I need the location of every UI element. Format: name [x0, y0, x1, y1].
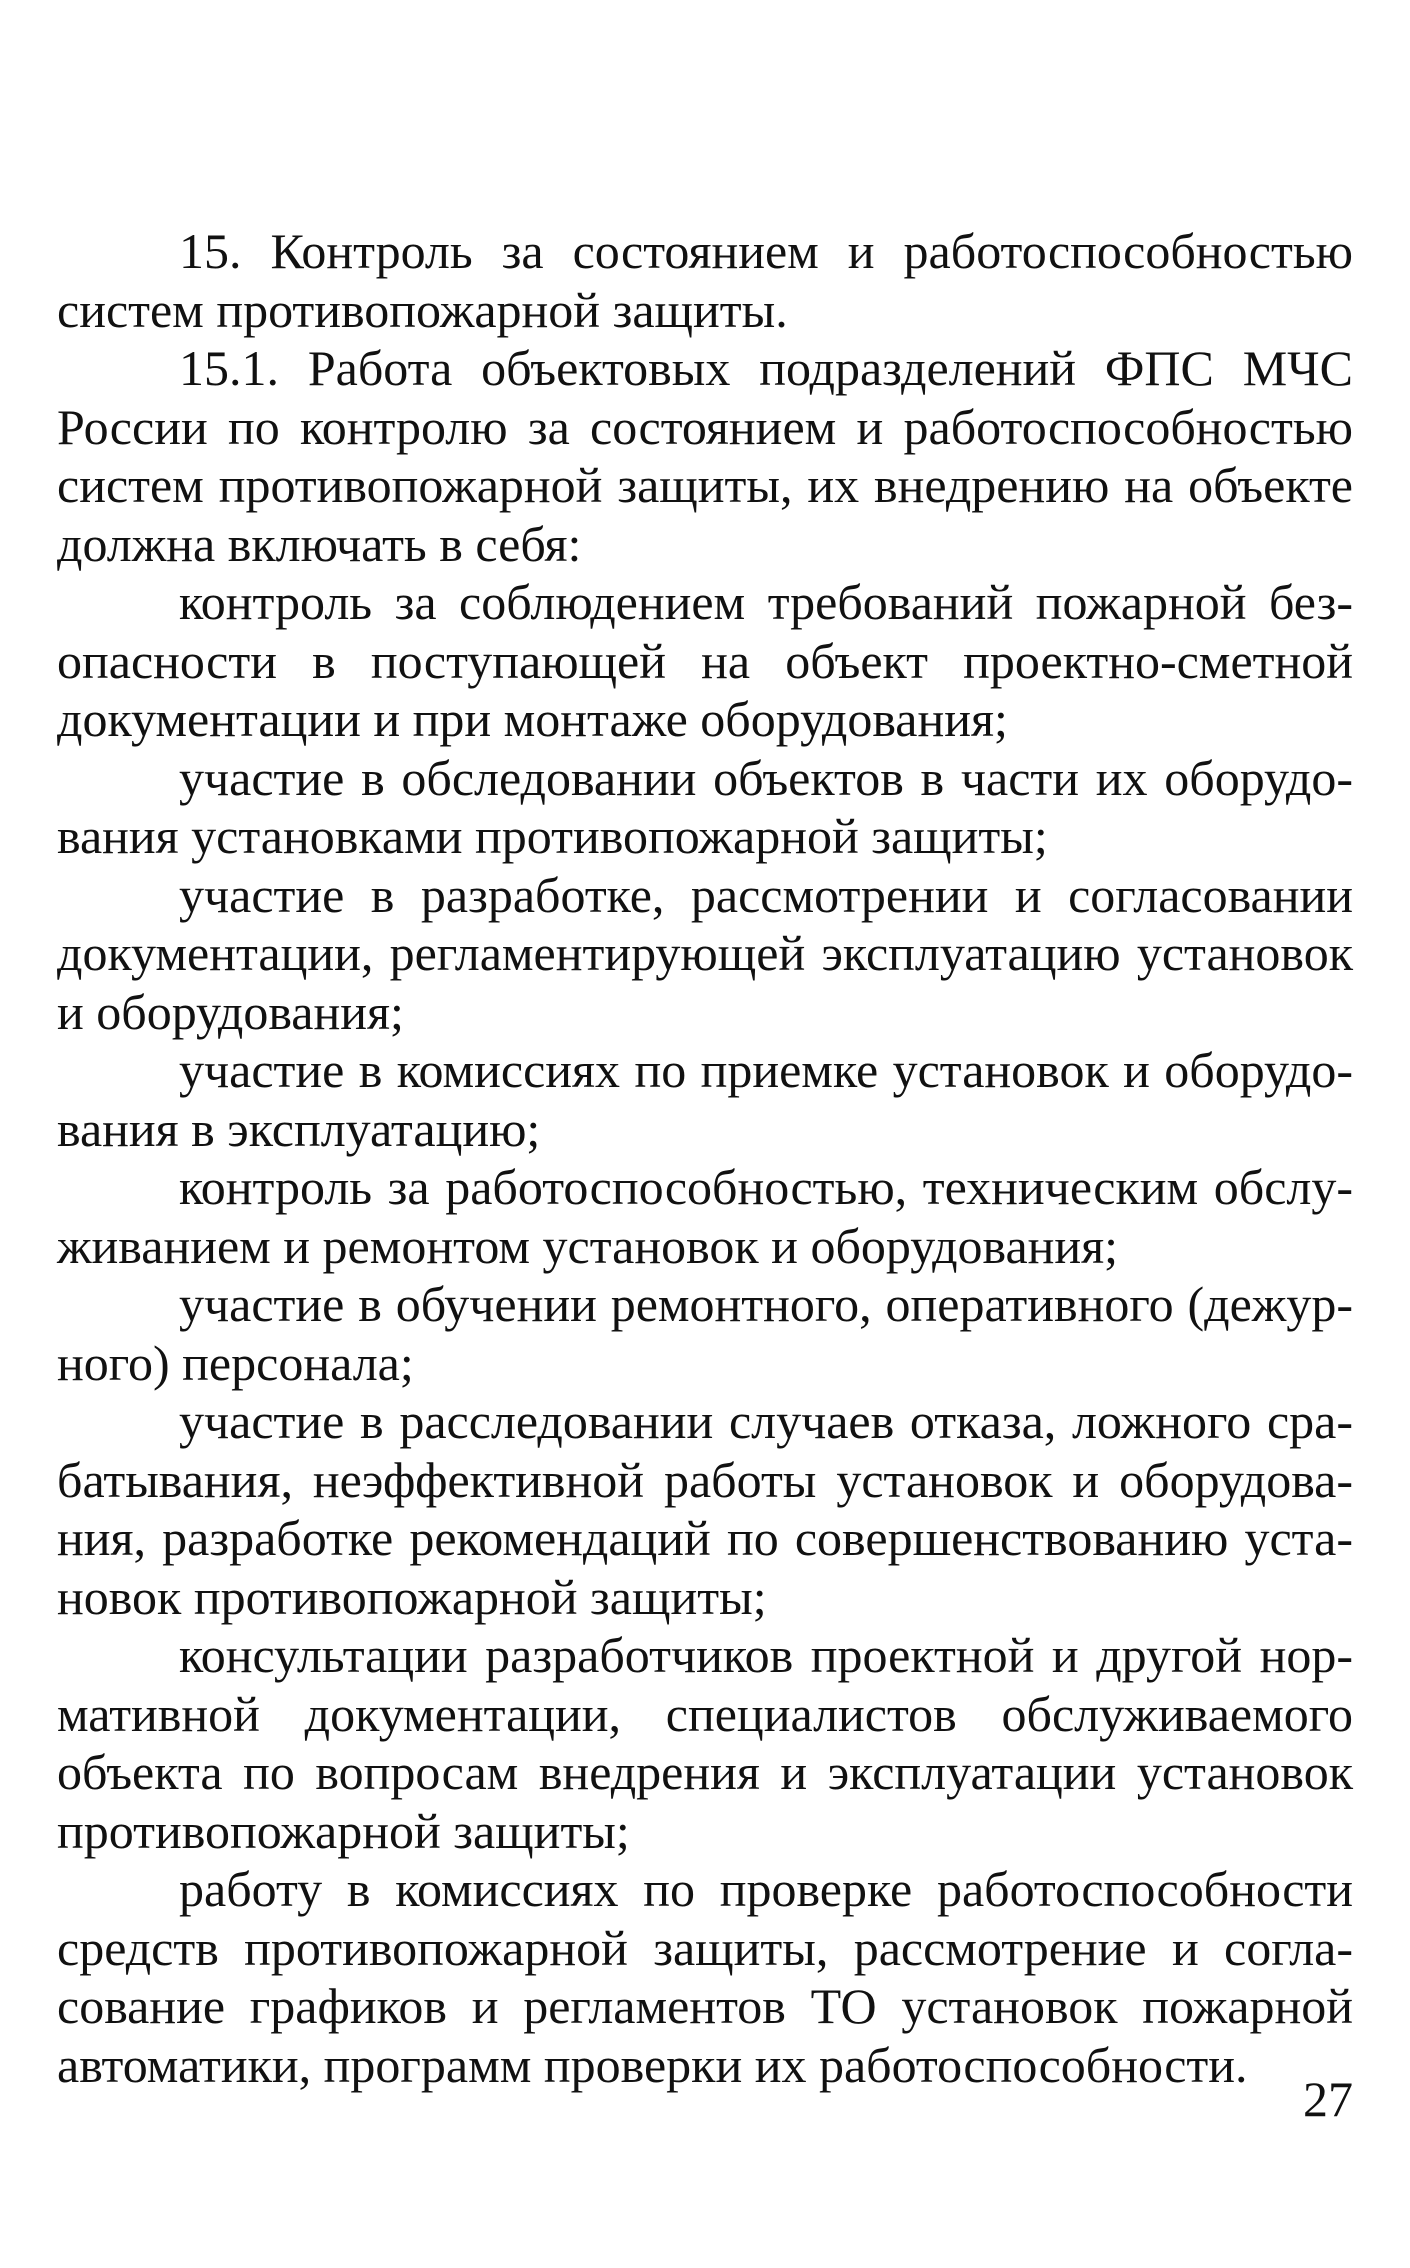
list-item: работу в комиссиях по проверке работоспособности средств противопожарной защиты, рассмотрение и согласование графиков и регламентов ТО установок пожарной автоматики, программ проверки их работоспособности.: [57, 1861, 1353, 2093]
list-item: участие в расследовании случаев отказа, ложного срабатывания, неэффективной работы установок и оборудования, разработке рекомендаций по совершенствованию установок противопожарной защиты;: [57, 1393, 1353, 1625]
document-body: [57, 222, 1353, 2094]
list-item: участие в обучении ремонтного, оперативного (дежурного) персонала;: [57, 1276, 1353, 1391]
list-item: участие в разработке, рассмотрении и согласовании документации, регламентирующей эксплуатацию установок и оборудования;: [57, 866, 1353, 1040]
list-item: контроль за работоспособностью, техническим обслуживанием и ремонтом установок и оборудования;: [57, 1159, 1353, 1274]
subsection-intro: 15.1. Работа объектовых подразделений ФПС МЧС России по контролю за состоянием и работоспособностью систем противопожарной защиты, их внедрению на объекте должна включать в себя:: [57, 340, 1353, 572]
page-number: 27: [1303, 2071, 1353, 2127]
list-item: контроль за соблюдением требований пожарной безопасности в поступающей на объект проектно-сметной документации и при монтаже оборудования;: [57, 574, 1353, 747]
list-item: консультации разработчиков проектной и другой нормативной документации, специалистов обслуживаемого объекта по вопросам внедрения и эксплуатации установок противопожарной защиты;: [57, 1627, 1353, 1859]
list-item: участие в обследовании объектов в части их оборудования установками противопожарной защиты;: [57, 749, 1353, 864]
section-heading: 15. Контроль за состоянием и работоспособностью систем противопожарной защиты.: [57, 223, 1353, 338]
list-item: участие в комиссиях по приемке установок и оборудования в эксплуатацию;: [57, 1042, 1353, 1157]
